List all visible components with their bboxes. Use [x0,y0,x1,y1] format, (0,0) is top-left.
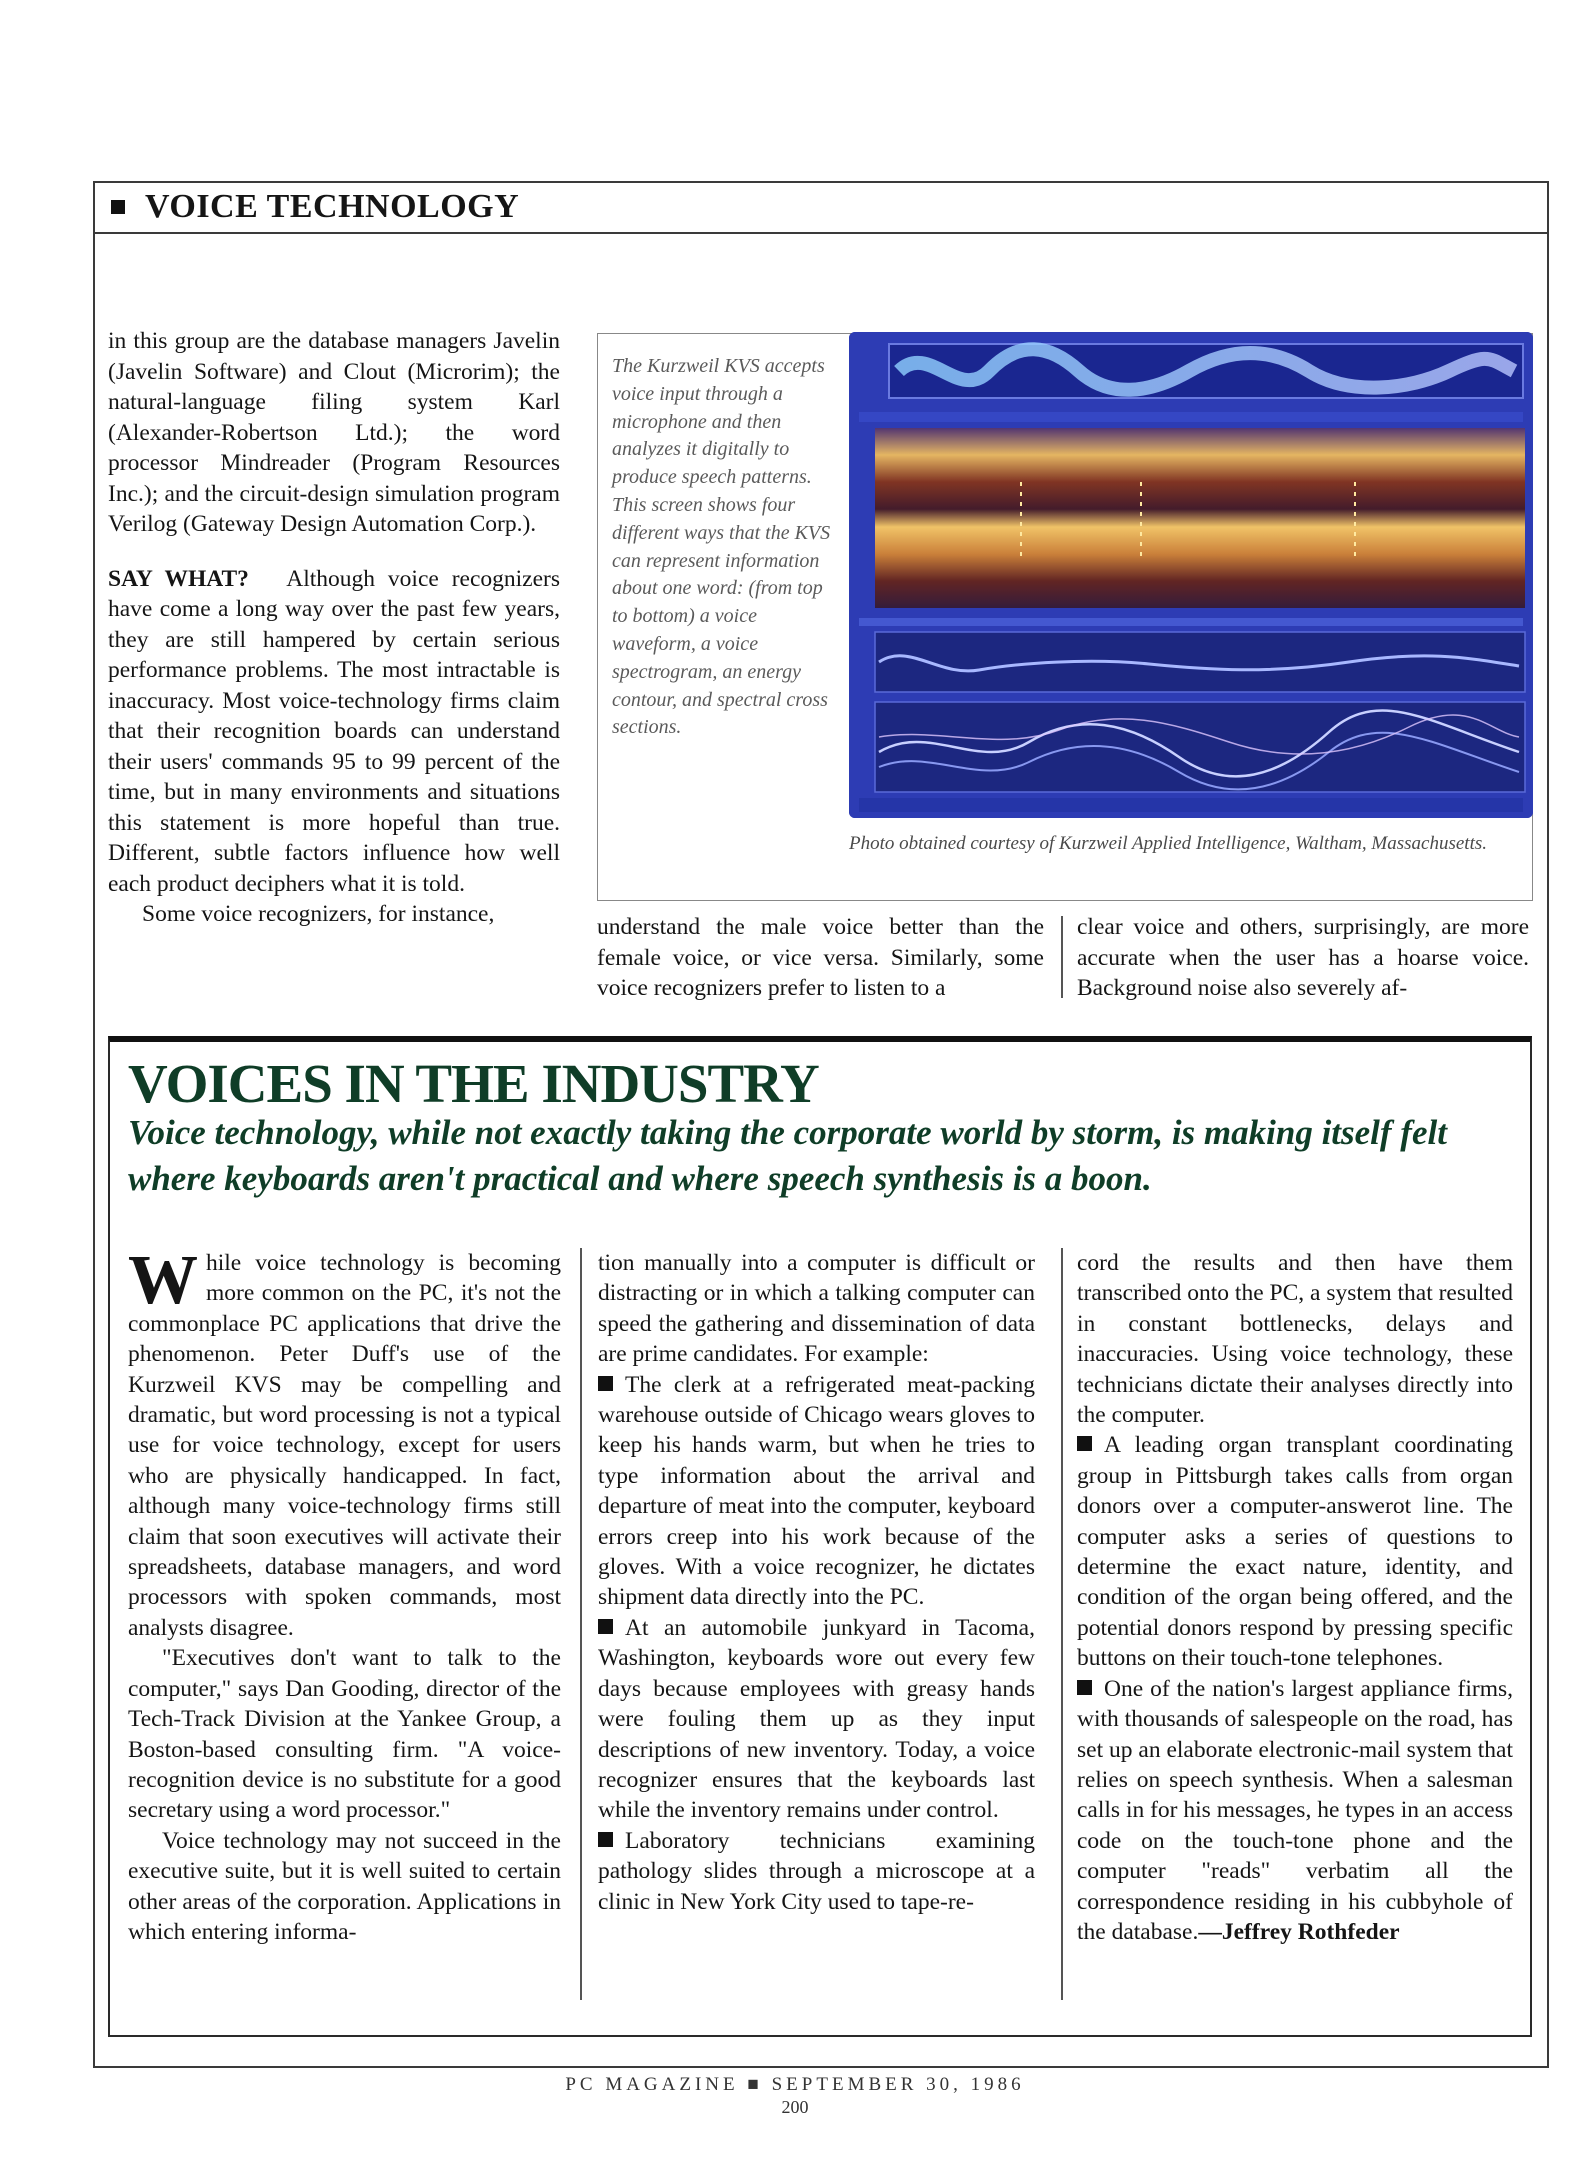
sidebar-paragraph: tion manually into a computer is difficult or distracting or in which a talking computer can speed the gathering and dissemination of data are prime candidates. For example: [598,1250,1035,1368]
page-number: 200 [781,2097,809,2117]
article-paragraph: Some voice recognizers, for instance, [142,901,495,927]
column-rule [1061,1248,1063,2000]
sidebar-column-1 [128,1242,561,1947]
bullet-square-icon [1077,1680,1092,1695]
sidebar-column-3 [1077,1248,1513,1947]
sidebar-bullet-item: The clerk at a refrigerated meat-packing warehouse outside of Chicago wears gloves to keep his hands warm, but when he tries to type information about the arrival and departure of meat into the computer, keyboard errors creep into his work because of the gloves. With a voice recognizer, he dictates shipment data directly into the PC. [598,1371,1035,1611]
sidebar-bullet-item: One of the nation's largest appliance firms, with thousands of salespeople on the road, has set up an elaborate electronic-mail system that relies on speech synthesis. When a salesman calls in for his messages, he types in an access code on the touch-tone phone and the computer "reads" verbatim all the correspondence residing in his cubbyhole of the database.—Jeffrey Rothfeder [1077,1675,1513,1945]
sidebar-bullet-item: A leading organ transplant coordinating group in Pittsburgh takes calls from organ donors over a computer-answerot line. The computer asks a series of questions to determine the exact nature, identity, and condition of the organ being offered, and the potential donors respond by pressing specific buttons on their touch-tone telephones. [1077,1432,1513,1672]
subhead: SAY WHAT? [108,565,249,592]
column-rule [580,1248,582,2000]
drop-cap: W [128,1242,198,1319]
column-rule [1061,916,1063,998]
article-paragraph: clear voice and others, surprisingly, are more accurate when the user has a hoarse voice. Background noise also severely af- [1077,914,1529,1001]
sidebar-bullet-item: Laboratory technicians examining pathology slides through a microscope at a clinic in New York City used to tape-re- [598,1827,1035,1915]
article-column-2 [597,912,1044,1004]
bullet-square-icon [598,1832,613,1847]
bullet-square-icon [598,1619,613,1634]
photo-credit: Photo obtained courtesy of Kurzweil Applied Intelligence, Waltham, Massachusetts. [849,833,1488,854]
article-column-1 [108,326,560,930]
section-header-label: VOICE TECHNOLOGY [145,187,520,225]
byline: —Jeffrey Rothfeder [1198,1918,1400,1945]
sidebar-column-2 [598,1248,1035,1917]
bullet-square-icon [111,200,125,214]
sidebar-title: VOICES IN THE INDUSTRY [128,1053,819,1114]
sidebar-paragraph: While voice technology is becoming more common on the PC, it's not the commonplace PC applications that drive the phenomenon. Peter Duff's use of the Kurzweil KVS may be compelling and dramatic, but word processing is not a typical use for voice technology, except for users who are physically handicapped. In fact, although many voice-technology firms still claim that soon executives will activate their spreadsheets, database managers, and word processors with spoken commands, most analysts disagree. [128,1242,561,1641]
sidebar-deck: Voice technology, while not exactly taking the corporate world by storm, is making itself felt where keyboards aren't practical and where speech synthesis is a boon. [128,1113,1447,1198]
bullet-square-icon [598,1376,613,1391]
sidebar-paragraph: Voice technology may not succeed in the executive suite, but it is well suited to certain other areas of the corporation. Applications in which entering informa- [128,1827,561,1945]
figure-caption: The Kurzweil KVS accepts voice input through a microphone and then analyzes it digitally to produce speech patterns. This screen shows four different ways that the KVS can represent information about one word: (from top to bottom) a voice waveform, a voice spectrogram, an energy contour, and spectral cross sections. [612,355,831,739]
kvs-screen-photo [849,332,1533,818]
article-paragraph: in this group are the database managers Javelin (Javelin Software) and Clout (Microrim); the natural-language filing system Karl (Alexander-Robertson Ltd.); the word processor Mindreader (Program Resources Inc.); and the circuit-design simulation program Verilog (Gateway Design Automation Corp.). [108,328,560,537]
section-header [93,181,1549,234]
kvs-screen-illustration [849,332,1533,818]
page-footer: PC MAGAZINE ■ SEPTEMBER 30, 1986 [565,2074,1025,2095]
article-paragraph: SAY WHAT? Although voice recognizers have come a long way over the past few years, they are still hampered by certain serious performance problems. The most intractable is inaccuracy. Most voice-technology firms claim that their recognition boards can understand their users' commands 95 to 99 percent of the time, but in many environments and situations this statement is more hopeful than true. Different, subtle factors influence how well each product deciphers what it is told. [108,565,560,897]
sidebar-paragraph: "Executives don't want to talk to the computer," says Dan Gooding, director of the Tech-Track Division at the Yankee Group, a Boston-based consulting firm. "A voice-recognition device is no substitute for a good secretary using a word processor." [128,1645,561,1824]
sidebar-paragraph: cord the results and then have them transcribed onto the PC, a system that resulted in constant bottlenecks, delays and inaccuracies. Using voice technology, these technicians dictate their analyses directly into the computer. [1077,1250,1513,1429]
article-column-3 [1077,912,1529,1004]
article-paragraph: understand the male voice better than the female voice, or vice versa. Similarly, some voice recognizers prefer to listen to a [597,914,1044,1001]
bullet-square-icon [1077,1436,1092,1451]
sidebar-bullet-item: At an automobile junkyard in Tacoma, Washington, keyboards wore out every few days because employees with greasy hands were fouling them up as they input descriptions of new inventory. Today, a voice recognizer ensures that the keyboards last while the inventory remains under control. [598,1614,1035,1824]
